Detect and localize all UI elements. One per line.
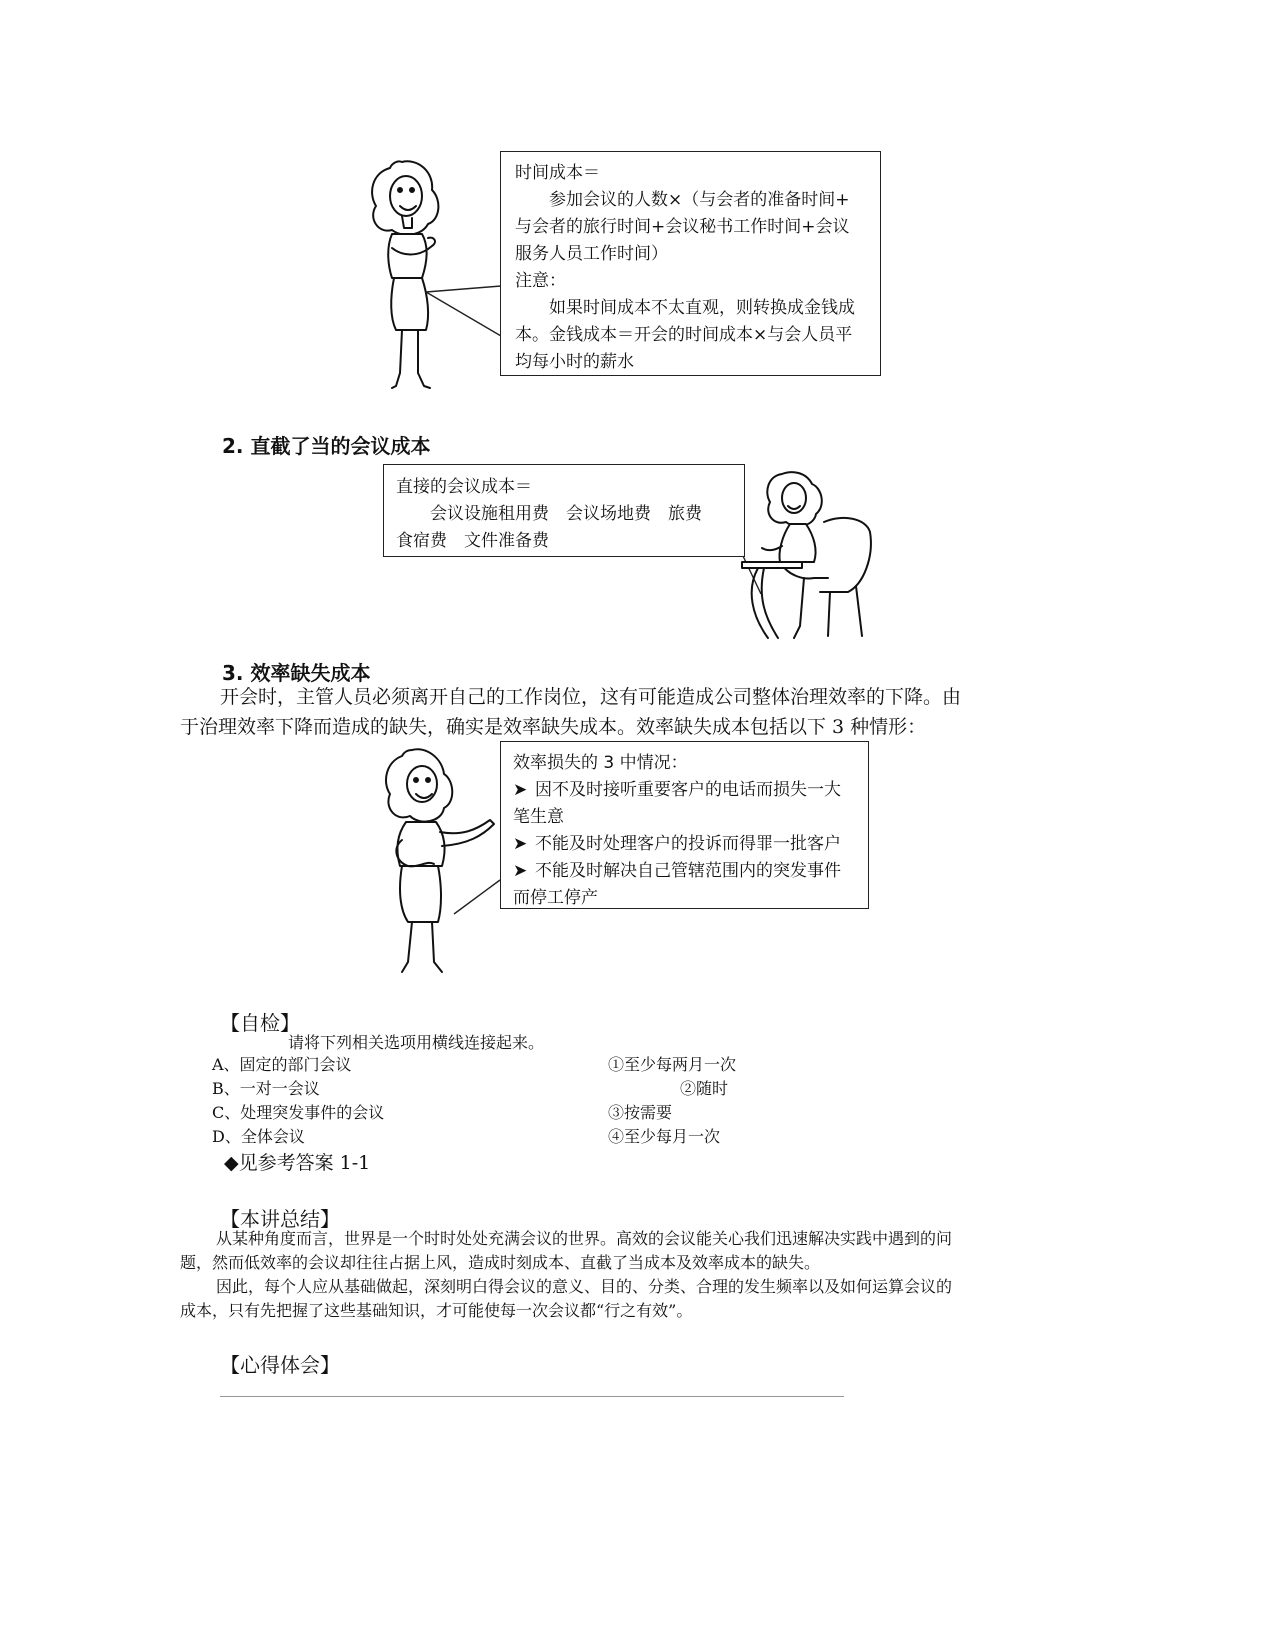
woman-seated-illustration <box>738 466 878 646</box>
woman-standing-illustration <box>362 148 482 408</box>
note-line: 如果时间成本不太直观，则转换成金钱成 <box>549 298 855 318</box>
option-left: B、一对一会议 <box>212 1079 320 1098</box>
option-right: ②随时 <box>680 1079 729 1098</box>
summary-heading: 【本讲总结】 <box>220 1207 340 1231</box>
efficiency-loss-box <box>500 741 869 909</box>
time-cost-line: 参加会议的人数×（与会者的准备时间+ <box>549 190 850 210</box>
direct-cost-box <box>383 464 745 557</box>
speech-pointer-1 <box>424 284 504 344</box>
list-item: ➤ 不能及时解决自己管辖范围内的突发事件 <box>513 858 856 885</box>
direct-cost-line: 食宿费 文件准备费 <box>396 531 549 551</box>
option-right: ③按需要 <box>608 1103 673 1122</box>
note-line: 均每小时的薪水 <box>515 352 634 372</box>
summary-text <box>180 1227 1050 1323</box>
time-cost-box <box>500 151 881 376</box>
summary-line: 因此，每个人应从基础做起，深刻明白得会议的意义、目的、分类、合理的发生频率以及如何运算会议的 <box>216 1277 953 1296</box>
efficiency-loss-title: 效率损失的 3 中情况： <box>513 753 688 773</box>
woman-presenting-illustration <box>372 740 512 980</box>
reflection-heading: 【心得体会】 <box>220 1353 340 1377</box>
bullet-arrow-icon: ➤ <box>513 834 528 854</box>
option-right: ④至少每月一次 <box>608 1127 721 1146</box>
summary-line: 题，然而低效率的会议却往往占据上风，造成时刻成本、直截了当成本及效率成本的缺失。 <box>180 1253 821 1272</box>
list-item: ➤ 因不及时接听重要客户的电话而损失一大 <box>513 777 856 804</box>
summary-line: 从某种角度而言，世界是一个时时处处充满会议的世界。高效的会议能关心我们迅速解决实践中遇到的问 <box>216 1229 953 1248</box>
direct-cost-line: 会议设施租用费 会议场地费 旅费 <box>430 504 702 524</box>
selfcheck-instruction: 请将下列相关选项用横线连接起来。 <box>288 1033 545 1052</box>
selfcheck-heading: 【自检】 <box>220 1011 300 1035</box>
list-item: 笔生意 <box>513 807 564 827</box>
time-cost-line: 与会者的旅行时间+会议秘书工作时间+会议 <box>515 217 850 237</box>
section-2-heading: 2. 直截了当的会议成本 <box>222 434 431 458</box>
note-label: 注意： <box>515 271 566 291</box>
section-3-heading: 3. 效率缺失成本 <box>222 661 371 685</box>
paragraph-line: 于治理效率下降而造成的缺失，确实是效率缺失成本。效率缺失成本包括以下 3 种情形： <box>180 716 927 738</box>
bullet-arrow-icon: ➤ <box>513 780 528 800</box>
list-item: ➤ 不能及时处理客户的投诉而得罪一批客户 <box>513 831 856 858</box>
option-left: C、处理突发事件的会议 <box>212 1103 385 1122</box>
section-3-paragraph <box>180 682 1050 742</box>
time-cost-line: 服务人员工作时间） <box>515 244 668 264</box>
writing-line <box>220 1396 844 1397</box>
list-item: 而停工停产 <box>513 888 598 908</box>
option-left: A、固定的部门会议 <box>212 1055 352 1074</box>
note-line: 本。金钱成本＝开会的时间成本×与会人员平 <box>515 325 853 345</box>
direct-cost-title: 直接的会议成本＝ <box>396 477 532 497</box>
summary-line: 成本，只有先把握了这些基础知识，才可能使每一次会议都“行之有效”。 <box>180 1301 693 1320</box>
bullet-arrow-icon: ➤ <box>513 861 528 881</box>
option-right: ①至少每两月一次 <box>608 1055 737 1074</box>
answer-reference: ◆见参考答案 1-1 <box>224 1152 371 1174</box>
time-cost-title: 时间成本＝ <box>515 163 600 183</box>
selfcheck-left-column <box>212 1053 384 1149</box>
selfcheck-right-column <box>608 1053 736 1149</box>
paragraph-line: 开会时，主管人员必须离开自己的工作岗位，这有可能造成公司整体治理效率的下降。由 <box>220 686 962 708</box>
option-left: D、全体会议 <box>212 1127 305 1146</box>
